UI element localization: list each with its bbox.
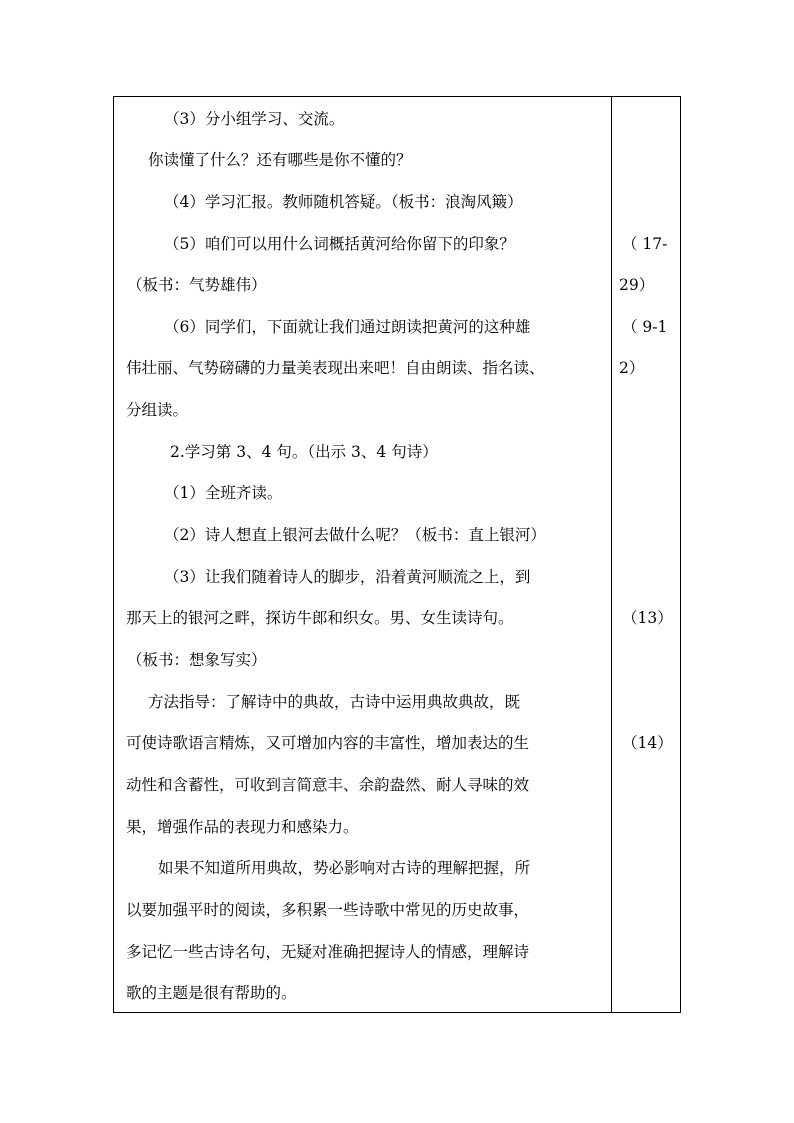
text-line: 分组读。 xyxy=(126,401,189,419)
text-line: （1）全班齐读。 xyxy=(164,484,283,502)
text-line: 果，增强作品的表现力和感染力。 xyxy=(126,818,359,836)
column-divider xyxy=(611,97,612,1012)
time-note: （ 9-1 xyxy=(622,318,668,336)
time-note: （13） xyxy=(622,609,673,627)
text-line: （2）诗人想直上银河去做什么呢？（板书：直上银河） xyxy=(164,526,546,544)
text-line: （5）咱们可以用什么词概括黄河给你留下的印象？ xyxy=(164,235,515,253)
text-line: 你读懂了什么？还有哪些是你不懂的？ xyxy=(148,151,412,169)
text-line: （3）分小组学习、交流。 xyxy=(164,110,345,128)
time-note: （14） xyxy=(622,734,673,752)
text-line: 那天上的银河之畔，探访牛郎和织女。男、女生读诗句。 xyxy=(126,609,514,627)
text-line: （6）同学们，下面就让我们通过朗读把黄河的这种雄 xyxy=(164,318,531,336)
text-line: 歌的主题是很有帮助的。 xyxy=(126,984,297,1002)
text-line: （3）让我们随着诗人的脚步，沿着黄河顺流之上，到 xyxy=(164,568,531,586)
time-note: （ 17- xyxy=(622,235,668,253)
time-note: 2） xyxy=(619,359,645,377)
text-line: （板书：想象写实） xyxy=(127,651,267,669)
text-line: （4）学习汇报。教师随机答疑。（板书：浪淘风簸） xyxy=(164,193,523,211)
lesson-plan-table xyxy=(113,96,681,1013)
text-line: 多记忆一些古诗名句，无疑对准确把握诗人的情感，理解诗 xyxy=(126,943,530,961)
text-line: 伟壮丽、气势磅礴的力量美表现出来吧！自由朗读、指名读、 xyxy=(126,359,545,377)
text-line: 2.学习第 3、4 句。（出示 3、4 句诗） xyxy=(170,443,438,461)
text-line: 如果不知道所用典故，势必影响对古诗的理解把握，所 xyxy=(158,859,531,877)
text-line: 方法指导：了解诗中的典故，古诗中运用典故典故，既 xyxy=(148,693,521,711)
text-line: 以要加强平时的阅读，多积累一些诗歌中常见的历史故事， xyxy=(126,901,530,919)
text-line: 动性和含蓄性，可收到言简意丰、余韵盎然、耐人寻味的效 xyxy=(126,776,530,794)
text-line: （板书：气势雄伟） xyxy=(127,276,267,294)
time-note: 29） xyxy=(619,276,655,294)
text-line: 可使诗歌语言精炼，又可增加内容的丰富性，增加表达的生 xyxy=(126,734,530,752)
